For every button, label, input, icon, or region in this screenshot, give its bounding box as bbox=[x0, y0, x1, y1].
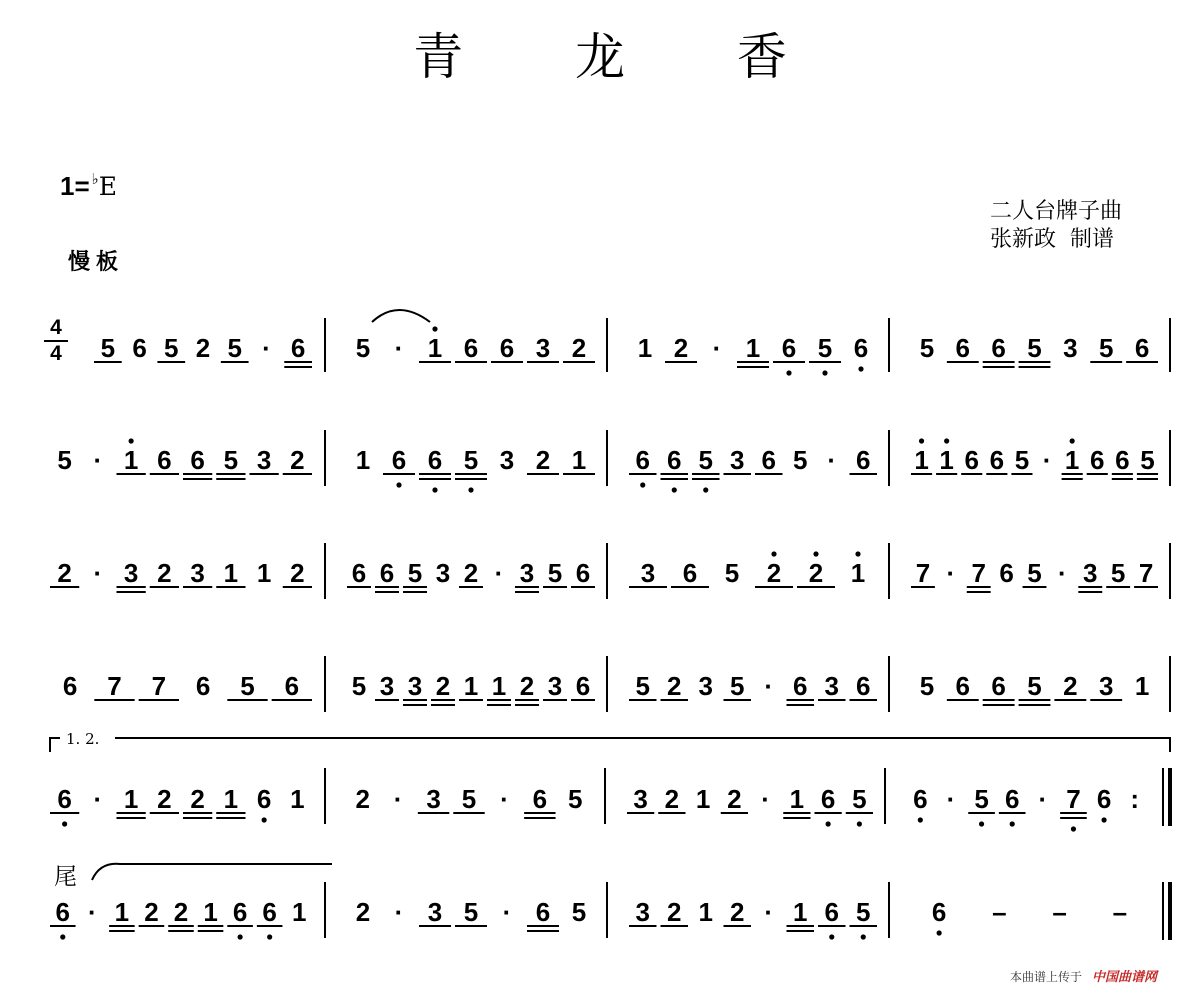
note-symbol: 7 bbox=[1066, 784, 1081, 814]
note-symbol: 2 bbox=[727, 784, 742, 814]
note-symbol: · bbox=[761, 784, 770, 814]
note-symbol: 2 bbox=[535, 445, 551, 475]
coda-slur bbox=[92, 864, 332, 880]
octave-dot-low bbox=[1101, 817, 1106, 822]
note-symbol: 6 bbox=[1096, 784, 1112, 814]
note-symbol: 5 bbox=[227, 333, 242, 363]
octave-dot-high bbox=[1070, 438, 1075, 443]
note-symbol: 6 bbox=[256, 784, 272, 814]
note-symbol: 1 bbox=[463, 671, 479, 701]
note-symbol: 1 bbox=[1134, 671, 1150, 701]
note-symbol: 3 bbox=[123, 558, 139, 588]
note-symbol: 1 bbox=[695, 784, 711, 814]
note-symbol: 2 bbox=[57, 558, 72, 588]
key-letter: E bbox=[98, 172, 117, 201]
octave-dot-high bbox=[855, 551, 860, 556]
note-symbol: 5 bbox=[919, 671, 935, 701]
flat-accidental: ♭ bbox=[91, 171, 99, 188]
note-symbol: 6 bbox=[232, 897, 248, 927]
bar-lines bbox=[325, 318, 1170, 938]
note-symbol: 6 bbox=[379, 558, 395, 588]
note-symbol: 1 bbox=[491, 671, 507, 701]
note-symbol: · bbox=[93, 784, 103, 814]
note-symbol: 5 bbox=[164, 333, 179, 363]
note-symbol: 6 bbox=[761, 445, 776, 475]
note-symbol: – bbox=[1112, 897, 1128, 927]
note-symbol: 3 bbox=[1098, 671, 1114, 701]
note-symbol: 5 bbox=[100, 333, 116, 363]
note-symbol: 6 bbox=[955, 671, 971, 701]
note-symbol: 2 bbox=[571, 333, 587, 363]
note-symbol: 6 bbox=[463, 333, 479, 363]
octave-dot-high bbox=[432, 326, 437, 331]
arranger-credit: 张新政 制谱 bbox=[990, 227, 1114, 252]
note-symbol: 3 bbox=[519, 558, 535, 588]
note-symbol: · bbox=[262, 333, 271, 363]
key-prefix: 1= bbox=[60, 171, 90, 201]
note-symbol: 6 bbox=[991, 333, 1006, 363]
note-symbol: 3 bbox=[256, 445, 272, 475]
note-symbol: 1 bbox=[571, 445, 587, 475]
note-symbol: 6 bbox=[499, 333, 515, 363]
octave-dot-high bbox=[771, 551, 776, 556]
note-symbol: 1 bbox=[914, 445, 929, 475]
note-symbol: 6 bbox=[55, 897, 71, 927]
note-symbol: 7 bbox=[107, 671, 122, 701]
note-symbol: · bbox=[494, 558, 504, 588]
note-symbol: · bbox=[502, 897, 512, 927]
note-symbol: 3 bbox=[379, 671, 395, 701]
note-symbol: 5 bbox=[974, 784, 989, 814]
note-symbol: 3 bbox=[730, 445, 745, 475]
note-symbol: 6 bbox=[999, 558, 1014, 588]
note-symbol: 6 bbox=[853, 333, 869, 363]
octave-dot-low bbox=[396, 482, 401, 487]
octave-dot-low bbox=[822, 370, 827, 375]
octave-dot-low bbox=[857, 821, 862, 826]
note-symbol: · bbox=[946, 784, 956, 814]
note-symbol: · bbox=[393, 784, 403, 814]
note-symbol: 1 bbox=[290, 784, 305, 814]
note-symbol: 1 bbox=[698, 897, 713, 927]
note-symbol: 6 bbox=[856, 445, 871, 475]
note-symbol: 2 bbox=[730, 897, 745, 927]
composer-credit: 二人台牌子曲 bbox=[990, 199, 1123, 224]
octave-dot-low bbox=[918, 817, 923, 822]
octave-dot-low bbox=[937, 930, 942, 935]
note-symbol: 6 bbox=[132, 333, 147, 363]
note-symbol: 6 bbox=[1115, 445, 1130, 475]
note-symbol: 5 bbox=[856, 897, 871, 927]
note-symbol: 6 bbox=[991, 671, 1006, 701]
time-signature-numerator: 4 bbox=[50, 316, 62, 339]
note-symbol: 6 bbox=[262, 897, 277, 927]
note-symbol: 7 bbox=[151, 671, 167, 701]
note-symbol: 5 bbox=[355, 333, 371, 363]
note-symbol: 2 bbox=[519, 671, 535, 701]
note-symbol: 3 bbox=[635, 897, 650, 927]
note-symbol: 5 bbox=[1098, 333, 1114, 363]
octave-dot-low bbox=[858, 366, 863, 371]
note-symbol: · bbox=[1058, 558, 1067, 588]
note-symbol: 5 bbox=[919, 333, 935, 363]
note-symbol: 1 bbox=[939, 445, 954, 475]
volta-label: 1. 2. bbox=[66, 730, 100, 748]
note-symbol: 2 bbox=[173, 897, 189, 927]
note-symbol: 6 bbox=[157, 445, 172, 475]
time-signature-denominator: 4 bbox=[50, 342, 62, 365]
final-barline bbox=[1163, 882, 1170, 940]
note-symbol: 1 bbox=[637, 333, 653, 363]
note-symbol: – bbox=[992, 897, 1007, 927]
note-symbol: · bbox=[500, 784, 509, 814]
note-symbol: 2 bbox=[1063, 671, 1078, 701]
octave-dot-low bbox=[62, 821, 67, 826]
note-symbol: 5 bbox=[568, 784, 583, 814]
note-symbol: 6 bbox=[535, 897, 551, 927]
note-symbol: : bbox=[1130, 784, 1140, 814]
note-symbol: 3 bbox=[547, 671, 563, 701]
octave-dot-low bbox=[432, 487, 437, 492]
note-symbol: 1 bbox=[745, 333, 761, 363]
note-symbol: 2 bbox=[157, 558, 172, 588]
note-symbol: 6 bbox=[635, 445, 650, 475]
note-symbol: 6 bbox=[351, 558, 367, 588]
note-symbol: 2 bbox=[667, 897, 682, 927]
note-symbol: 3 bbox=[535, 333, 551, 363]
note-symbol: 3 bbox=[1063, 333, 1078, 363]
note-symbol: · bbox=[394, 897, 404, 927]
note-symbol: 2 bbox=[766, 558, 782, 588]
note-symbol: 1 bbox=[850, 558, 866, 588]
note-symbol: 3 bbox=[698, 671, 713, 701]
tempo-marking: 慢板 bbox=[68, 249, 125, 274]
octave-dot-low bbox=[60, 934, 65, 939]
note-symbol: 2 bbox=[144, 897, 159, 927]
note-symbol: 6 bbox=[575, 558, 591, 588]
octave-dot-high bbox=[129, 438, 134, 443]
note-symbol: 5 bbox=[1027, 558, 1042, 588]
note-symbol: 6 bbox=[793, 671, 808, 701]
note-symbol: 6 bbox=[532, 784, 548, 814]
note-symbol: 6 bbox=[575, 671, 591, 701]
note-symbol: 5 bbox=[1014, 445, 1030, 475]
note-symbol: 1 bbox=[123, 445, 139, 475]
note-symbol: 2 bbox=[355, 897, 371, 927]
note-symbol: 3 bbox=[640, 558, 656, 588]
note-symbol: 2 bbox=[190, 784, 205, 814]
note-symbol: 6 bbox=[284, 671, 300, 701]
octave-dot-high bbox=[813, 551, 818, 556]
note-symbol: 1 bbox=[291, 897, 307, 927]
note-symbol: 5 bbox=[1110, 558, 1126, 588]
note-symbol: 2 bbox=[157, 784, 172, 814]
note-symbol: 3 bbox=[435, 558, 451, 588]
octave-dot-low bbox=[829, 934, 834, 939]
volta-bracket bbox=[50, 738, 1170, 752]
note-symbol: · bbox=[946, 558, 956, 588]
note-symbol: 1 bbox=[123, 784, 139, 814]
note-symbol: 6 bbox=[682, 558, 698, 588]
footer-upload-text: 本曲谱上传于 bbox=[1010, 970, 1083, 984]
note-symbol: 1 bbox=[789, 784, 805, 814]
note-symbol: 5 bbox=[461, 784, 477, 814]
note-symbol: 2 bbox=[290, 445, 305, 475]
note-symbol: 6 bbox=[427, 445, 443, 475]
octave-dot-low bbox=[468, 487, 473, 492]
octave-dot-low bbox=[238, 934, 243, 939]
note-symbol: 5 bbox=[635, 671, 650, 701]
note-symbol: 2 bbox=[195, 333, 211, 363]
note-symbol: · bbox=[712, 333, 722, 363]
note-symbol: 5 bbox=[1027, 671, 1042, 701]
note-symbol: 2 bbox=[290, 558, 305, 588]
note-symbol: 5 bbox=[547, 558, 563, 588]
octave-dot-low bbox=[826, 821, 831, 826]
octave-dot-high bbox=[919, 438, 924, 443]
octave-dot-low bbox=[861, 934, 866, 939]
note-symbol: 6 bbox=[820, 784, 836, 814]
note-symbol: 5 bbox=[223, 445, 239, 475]
note-symbol: 3 bbox=[426, 784, 441, 814]
note-symbol: 1 bbox=[223, 558, 239, 588]
note-symbol: 1 bbox=[793, 897, 808, 927]
octave-dot-high bbox=[944, 438, 949, 443]
note-symbol: 1 bbox=[256, 558, 272, 588]
octave-dot-low bbox=[672, 487, 677, 492]
note-symbol: 6 bbox=[824, 897, 839, 927]
note-symbol: 5 bbox=[571, 897, 587, 927]
note-symbol: 6 bbox=[667, 445, 682, 475]
coda-label: 尾 bbox=[54, 864, 77, 890]
note-symbol: 5 bbox=[240, 671, 255, 701]
note-symbol: · bbox=[394, 333, 404, 363]
note-symbol: 2 bbox=[664, 784, 680, 814]
note-symbol: · bbox=[1038, 784, 1048, 814]
note-symbol: · bbox=[827, 445, 837, 475]
note-symbol: · bbox=[1042, 445, 1052, 475]
note-symbol: 3 bbox=[824, 671, 839, 701]
note-symbol: · bbox=[93, 445, 103, 475]
note-symbol: 7 bbox=[971, 558, 986, 588]
octave-dot-low bbox=[703, 487, 708, 492]
note-symbol: 1 bbox=[114, 897, 130, 927]
site-logo: 中国曲谱网 bbox=[1092, 970, 1158, 985]
note-symbol: 2 bbox=[808, 558, 824, 588]
note-symbol: 6 bbox=[62, 671, 78, 701]
note-symbol: 5 bbox=[463, 897, 479, 927]
note-symbol: 5 bbox=[407, 558, 423, 588]
octave-dot-low bbox=[1010, 821, 1015, 826]
note-symbol: 3 bbox=[407, 671, 423, 701]
note-symbol: · bbox=[93, 558, 103, 588]
note-symbol: · bbox=[764, 671, 774, 701]
note-symbol: 5 bbox=[793, 445, 808, 475]
note-symbol: 5 bbox=[724, 558, 740, 588]
note-symbol: 5 bbox=[57, 445, 72, 475]
note-symbol: 2 bbox=[463, 558, 479, 588]
note-symbol: · bbox=[87, 897, 97, 927]
note-symbol: 5 bbox=[1027, 333, 1042, 363]
note-symbol: 6 bbox=[195, 671, 211, 701]
note-symbol: 5 bbox=[817, 333, 833, 363]
note-symbol: 6 bbox=[290, 333, 306, 363]
note-symbol: 6 bbox=[856, 671, 871, 701]
note-symbol: 3 bbox=[499, 445, 515, 475]
note-symbol: 2 bbox=[355, 784, 370, 814]
note-symbol: 5 bbox=[1140, 445, 1155, 475]
octave-dot-low bbox=[267, 934, 272, 939]
note-symbol: · bbox=[764, 897, 774, 927]
note-symbol: 7 bbox=[1138, 558, 1154, 588]
note-symbol: 5 bbox=[463, 445, 479, 475]
note-symbol: 1 bbox=[355, 445, 371, 475]
note-symbol: 3 bbox=[1083, 558, 1098, 588]
note-symbol: 6 bbox=[1090, 445, 1105, 475]
note-symbol: 2 bbox=[667, 671, 682, 701]
octave-dot-low bbox=[979, 821, 984, 826]
note-symbol: – bbox=[1052, 897, 1067, 927]
note-symbol: 3 bbox=[633, 784, 648, 814]
note-symbol: 7 bbox=[915, 558, 931, 588]
note-symbol: 6 bbox=[57, 784, 72, 814]
note-symbol: 6 bbox=[781, 333, 797, 363]
note-symbol: 2 bbox=[673, 333, 689, 363]
note-symbol: 1 bbox=[203, 897, 218, 927]
note-symbol: 6 bbox=[989, 445, 1005, 475]
repeat-end-barline bbox=[1163, 768, 1170, 826]
octave-dot-low bbox=[1071, 826, 1076, 831]
note-symbol: 5 bbox=[698, 445, 713, 475]
note-symbol: 1 bbox=[1064, 445, 1080, 475]
octave-dot-low bbox=[786, 370, 791, 375]
note-symbol: 1 bbox=[427, 333, 443, 363]
note-symbol: 6 bbox=[955, 333, 971, 363]
note-symbol: 6 bbox=[391, 445, 407, 475]
note-symbol: 6 bbox=[931, 897, 947, 927]
note-symbol: 6 bbox=[964, 445, 979, 475]
note-symbol: 6 bbox=[1004, 784, 1020, 814]
note-symbol: 5 bbox=[730, 671, 745, 701]
note-symbol: 5 bbox=[351, 671, 367, 701]
note-symbol: 6 bbox=[190, 445, 205, 475]
note-symbol: 6 bbox=[913, 784, 928, 814]
note-symbol: 6 bbox=[1134, 333, 1150, 363]
note-symbol: 2 bbox=[435, 671, 451, 701]
octave-dot-low bbox=[262, 817, 267, 822]
note-symbol: 1 bbox=[223, 784, 239, 814]
note-symbol: 5 bbox=[852, 784, 867, 814]
slur bbox=[372, 310, 430, 322]
score-title: 青 龙 香 bbox=[413, 28, 835, 86]
note-symbol: 3 bbox=[427, 897, 443, 927]
octave-dot-low bbox=[640, 482, 645, 487]
note-symbol: 3 bbox=[190, 558, 205, 588]
